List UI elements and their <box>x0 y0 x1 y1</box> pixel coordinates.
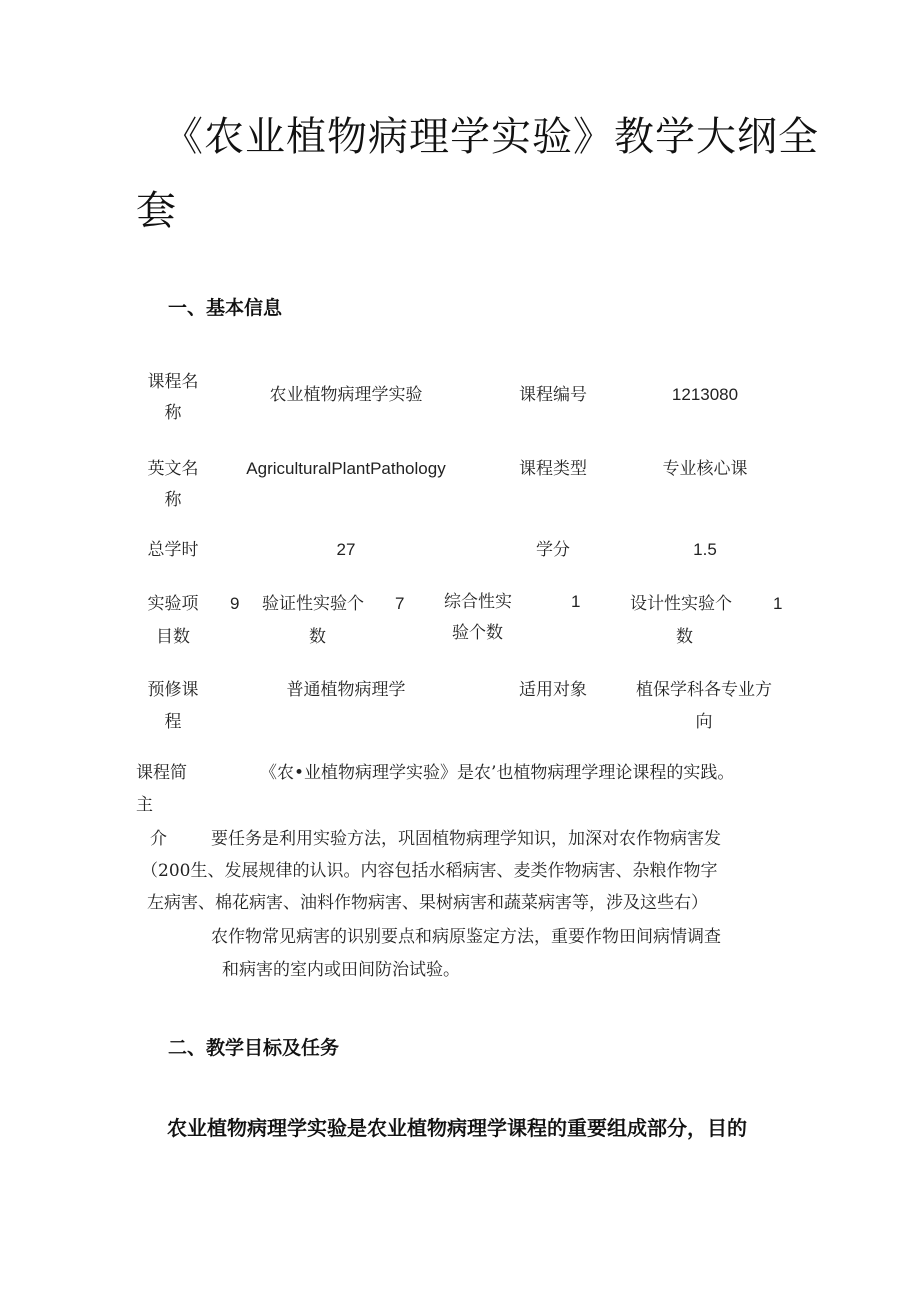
body-paragraph: 农业植物病理学实验是农业植物病理学课程的重要组成部分，目的 <box>167 1116 747 1140</box>
label-prerequisite-b: 程 <box>164 712 182 732</box>
document-title-line1: 《农业植物病理学实验》教学大纲全 <box>163 114 819 160</box>
value-design-count: 1 <box>773 594 783 613</box>
section-heading-basic-info: 一、基本信息 <box>168 297 283 319</box>
label-course-name-a: 课程名 <box>147 372 199 392</box>
label-experiment-count-b: 目数 <box>156 627 190 647</box>
section-heading-objectives: 二、教学目标及任务 <box>168 1037 340 1059</box>
intro-line-3: （200生、发展规律的认识。内容包括水稻病害、麦类作物病害、杂粮作物字 <box>141 861 718 881</box>
label-comprehensive-count-b: 验个数 <box>452 623 503 643</box>
label-design-count-a: 设计性实验个 <box>630 594 732 614</box>
document-title-line2: 套 <box>136 188 177 234</box>
value-target-audience-a: 植保学科各专业方 <box>636 680 772 700</box>
intro-line-5: 农作物常见病害的识别要点和病原鉴定方法，重要作物田间病情调查 <box>211 927 721 947</box>
label-course-code: 课程编号 <box>519 385 587 405</box>
value-comprehensive-count: 1 <box>571 592 581 611</box>
intro-label-b: 主 <box>136 795 153 815</box>
value-target-audience-b: 向 <box>695 712 713 732</box>
value-english-name: AgriculturalPlantPathology <box>246 459 446 478</box>
label-course-name-b: 称 <box>164 403 182 423</box>
value-verify-count: 7 <box>395 594 405 613</box>
value-credit: 1.5 <box>693 540 717 559</box>
label-target-audience: 适用对象 <box>519 680 587 700</box>
label-course-type: 课程类型 <box>519 459 587 479</box>
value-experiment-count: 9 <box>230 594 240 613</box>
label-verify-count-a: 验证性实验个 <box>262 594 364 614</box>
value-course-name: 农业植物病理学实验 <box>269 385 423 405</box>
intro-label-c: 介 <box>150 829 167 849</box>
label-comprehensive-count-a: 综合性实 <box>444 592 512 612</box>
value-prerequisite: 普通植物病理学 <box>286 680 406 700</box>
label-verify-count-b: 数 <box>309 627 326 647</box>
label-experiment-count-a: 实验项 <box>147 594 199 614</box>
label-english-name-b: 称 <box>164 490 182 510</box>
value-course-type: 专业核心课 <box>662 459 748 479</box>
label-design-count-b: 数 <box>676 627 693 647</box>
value-total-hours: 27 <box>336 540 356 559</box>
intro-line-4: 左病害、棉花病害、油料作物病害、果树病害和蔬菜病害等，涉及这些右） <box>147 893 708 913</box>
intro-label-a: 课程简 <box>136 763 187 783</box>
label-prerequisite-a: 预修课 <box>147 680 199 700</box>
value-course-code: 1213080 <box>671 385 739 404</box>
label-credit: 学分 <box>536 540 570 560</box>
label-english-name-a: 英文名 <box>147 459 199 479</box>
intro-line-2: 要任务是利用实验方法，巩固植物病理学知识，加深对农作物病害发 <box>211 829 721 849</box>
intro-line-6: 和病害的室内或田间防治试验。 <box>222 960 460 980</box>
intro-line-1: 《农•业植物病理学实验》是农’也植物病理学理论课程的实践。 <box>260 763 735 783</box>
label-total-hours: 总学时 <box>147 540 199 560</box>
